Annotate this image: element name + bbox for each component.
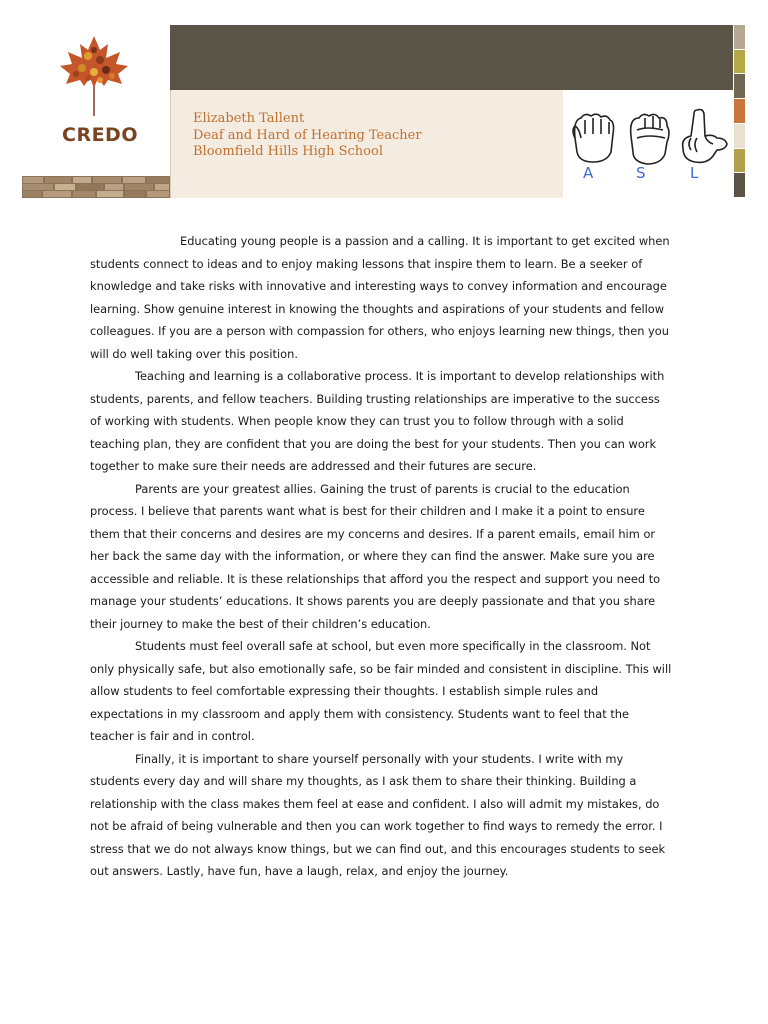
asl-letter-s: S: [636, 164, 646, 182]
author-block: [193, 111, 422, 161]
asl-a-hand-icon: [567, 108, 619, 168]
author-school: Bloomfield Hills High School: [193, 144, 383, 159]
color-strip-segment: [734, 25, 745, 49]
paragraph-2: Teaching and learning is a collaborative process. It is important to develop relationships with students, parents, and fellow teachers. Building trusting relationships are imperative to the success of working with students. When people know they can trust you to follow through with a solid teaching plan, they are confident that you are doing the best for your students. Then you can work together to make sure their needs are addressed and their futures are secure.: [90, 369, 665, 473]
paragraph-4: Students must feel overall safe at school, but even more specifically in the classroom. Not only physically safe, but also emotionally safe, so be fair minded and consistent in discipline. This will allow students to feel comfortable expressing their thoughts. I establish simple rules and expectations in my classroom and apply them with consistency. Students want to feel that the teacher is fair and in control.: [90, 639, 672, 743]
color-strip-segment: [734, 149, 745, 173]
color-strip-segment: [734, 173, 745, 197]
panel-divider: [170, 90, 171, 198]
author-title: Deaf and Hard of Hearing Teacher: [193, 127, 422, 143]
credo-body: [90, 230, 672, 883]
asl-l-hand-icon: [677, 108, 729, 168]
maple-leaf-icon: [58, 34, 130, 118]
paragraph-1: Educating young people is a passion and a calling. It is important to get excited when students connect to ideas and to enjoy making lessons that inspire them to learn. Be a seeker of knowledge and take risks with innovative and interesting ways to convey information and encourage learning. Show genuine interest in knowing the thoughts and aspirations of your students and fellow colleagues. If you are a person with compassion for others, who enjoys learning new things, then you will do well taking over this position.: [90, 234, 670, 361]
color-strip-segment: [734, 99, 745, 123]
color-strip-segment: [734, 124, 745, 148]
stone-wall-image: [22, 176, 170, 198]
color-strip-segment: [734, 50, 745, 74]
paragraph-5: Finally, it is important to share yourself personally with your students. I write with my students every day and will share my thoughts, as I ask them to share their thinking. Building a relationship with the class makes them feel at ease and confident. I also will admit my mistakes, do not be afraid of being vulnerable and then you can work together to find ways to remedy the error. I stress that we do not always know things, but we can find out, and this encourages students to seek out answers. Lastly, have fun, have a laugh, relax, and enjoy the journey.: [90, 751, 666, 878]
header-bar: [170, 25, 733, 90]
logo-wordmark: CREDO: [62, 124, 138, 146]
asl-s-hand-icon: [623, 108, 675, 168]
author-name: Elizabeth Tallent: [193, 111, 305, 126]
asl-panel: [563, 90, 733, 198]
asl-letter-l: L: [690, 164, 699, 182]
asl-letter-a: A: [583, 164, 594, 182]
color-strip-segment: [734, 74, 745, 98]
paragraph-3: Parents are your greatest allies. Gaining the trust of parents is crucial to the education process. I believe that parents want what is best for their children and I make it a point to ensure them that their concerns and desires are my concerns and desires. If a parent emails, email him or her back the same day with the information, or where they can find the answer. Make sure you are accessible and reliable. It is these relationships that afford you the respect and support you need to manage your students’ educations. It shows parents you are deeply passionate and that you share their journey to make the best of their children’s education.: [90, 481, 661, 631]
